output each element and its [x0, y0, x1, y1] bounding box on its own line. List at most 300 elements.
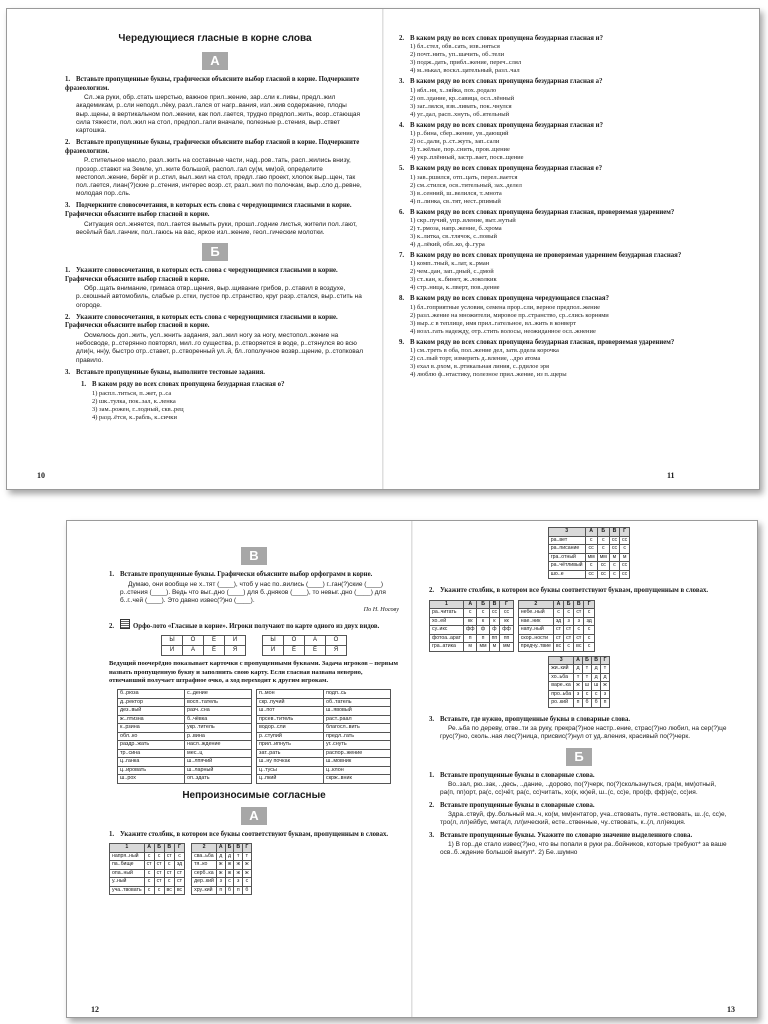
table-cell: ж [243, 869, 251, 878]
task-instruction [65, 267, 365, 284]
level-b-marker: Б [202, 243, 228, 261]
table-row [110, 886, 185, 895]
grid-cell: Ы [162, 636, 183, 646]
page-12 [109, 521, 399, 1017]
answer-table-2 [518, 600, 595, 652]
answer-option: 4) разд..ётся, к..рабль, к..сички [92, 413, 177, 421]
table-cell: ст [144, 861, 154, 870]
table-cell: сва..ьба [192, 852, 217, 861]
table-cell: к [477, 617, 489, 626]
question-stem: В каком ряду во всех словах пропущена безударная гласная и? [410, 35, 603, 42]
table-header-cell: 2 [518, 600, 553, 609]
table-cell: з [564, 617, 574, 626]
task-text: Укажите словосочетания, в которых есть слова с чередующимися гласными в корне. Графически объясните выбор гласной в корне. [65, 313, 338, 330]
grid-cell: Е [204, 636, 225, 646]
table-cell: сс [609, 545, 619, 554]
table-row [192, 861, 251, 870]
answer-table-1 [429, 600, 514, 652]
table-cell: д [592, 665, 601, 674]
table-row [548, 536, 629, 545]
question-number: 9. [399, 338, 405, 346]
grid-cell: О [284, 636, 305, 646]
table-row [518, 626, 594, 635]
table-row [257, 741, 391, 750]
grid-cell: оп..здать [185, 775, 252, 784]
grid-cell: предл..гать [324, 732, 391, 741]
task-number: 1. [429, 771, 435, 779]
task-text: Вставьте пропущенные буквы, графически объясните выбор гласной в корне. Подчеркните фразеологизм. [65, 76, 360, 92]
table-header-cell: В [234, 844, 243, 853]
table-cell: ж [234, 861, 243, 870]
grid-cell: подп..сь [324, 690, 391, 699]
table-cell: предчу..твие [518, 643, 553, 652]
test-question [399, 165, 699, 205]
question-number: 2. [399, 35, 405, 42]
table-cell: д [592, 673, 601, 682]
grid-cell: ш..ну почкак [257, 758, 324, 767]
table-row [518, 643, 594, 652]
table-cell: опа..ный [110, 869, 145, 878]
table-row [430, 617, 514, 626]
table-cell: с [585, 536, 597, 545]
table-row [192, 852, 251, 861]
table-cell: мм [477, 643, 489, 652]
answer-option: 2) шк..тулка, пок..зал, к..ленка [92, 397, 176, 405]
answer-option: 4) уг..дал, расп..хнуть, об..ятельный [410, 110, 510, 118]
table-header-row [549, 656, 609, 665]
grid-cell: ж..лтизна [118, 715, 185, 724]
table-cell: сс [597, 562, 609, 571]
grid-cell: ц..ганка [118, 758, 185, 767]
task-1: 1. Укажите столбик, в котором все буквы соответствуют буквам, пропущенным в словах. [109, 830, 389, 838]
task-instruction [65, 202, 365, 219]
table-header-cell: А [463, 600, 477, 609]
table-row [118, 732, 252, 741]
table-cell: ж [574, 682, 583, 691]
answer-options [399, 130, 699, 162]
table-cell: тя..ко [192, 861, 217, 870]
table-cell: ст [564, 634, 574, 643]
answer-option: 4) п..линка, св..тят, нест..рпимый [410, 197, 501, 205]
task-text: Укажите словосочетания, в которых есть слова с чередующимися гласными в корне. Графически объясните выбор гласной в корне. [65, 267, 338, 283]
table-cell: с [582, 690, 591, 699]
task-number: 3. [65, 202, 71, 210]
table-cell: сс [585, 570, 597, 579]
table-cell: небе..ный [518, 609, 553, 618]
grid-cell: Ё [204, 646, 225, 656]
page-gutter [411, 521, 413, 1017]
table-cell: з [574, 617, 584, 626]
task-number: 2. [429, 801, 435, 809]
table-row [118, 724, 252, 733]
question-stem: В каком ряду во всех словах пропущена безударная гласная е? [410, 165, 603, 173]
table-cell: т [243, 852, 251, 861]
table-cell: ж [216, 869, 225, 878]
table-cell: с [620, 545, 630, 554]
table-cell: сс [609, 536, 619, 545]
table-cell: м [620, 553, 630, 562]
task-paragraph: 1) В гор..де стало извес(?)но, что вы попали в руки ра..бойников, которые требуют* за ваше осв..б..ждение большой выкуп*. 2) Бе..шумно [440, 841, 727, 857]
table-cell: напря..ный [110, 852, 145, 861]
table-cell: вс [574, 643, 584, 652]
table-row [192, 878, 251, 887]
answer-option: 4) м..нькал, воскл..цательный, разл..чал [410, 67, 520, 75]
grid-cell: водор..сли [257, 724, 324, 733]
answer-option: 3) ехал в..рхом, в..ртикальная линия, с..рдилое эря [410, 363, 549, 371]
grid-cell: укр..титель [185, 724, 252, 733]
table-cell: су..икс [430, 626, 464, 635]
grid-cell: Ы [263, 636, 284, 646]
task-text: Вставьте пропущенные буквы в словарные слова. [440, 801, 595, 809]
level-a-marker: А [241, 807, 267, 825]
table-cell: п [234, 886, 243, 895]
table-cell: кк [463, 617, 477, 626]
task-3 [429, 832, 729, 858]
table-cell: ж [225, 869, 234, 878]
table-row [257, 775, 391, 784]
table-header-cell: Г [500, 600, 514, 609]
answer-option: 1) комп..тный, к..лат, к..рман [410, 260, 490, 268]
task-text: Вставьте пропущенные буквы в словарные слова. [440, 771, 595, 779]
answer-table-2 [191, 843, 251, 895]
test-question [399, 252, 699, 292]
table-cell: вс [164, 886, 174, 895]
table-cell: к [489, 617, 500, 626]
table-cell: ж [234, 869, 243, 878]
table-cell: с [597, 545, 609, 554]
task-1 [65, 76, 365, 135]
table-row [192, 886, 251, 895]
table-cell: з [234, 878, 243, 887]
table-cell: ра..чётливый [548, 562, 585, 571]
grid-cell: обл..ко [118, 732, 185, 741]
question-text [399, 122, 699, 130]
table-header-cell: А [144, 844, 154, 853]
table-cell: ж [601, 682, 609, 691]
answer-table-3 [548, 527, 630, 579]
table-cell: т [234, 852, 243, 861]
answer-options [399, 174, 699, 206]
table-header-cell: А [216, 844, 225, 853]
page-number: 13 [727, 1005, 735, 1014]
grid-cell: ц..ировать [118, 766, 185, 775]
grid-cell: насл..ждение [185, 741, 252, 750]
question-stem: В каком ряду во всех словах пропущена безударная гласная, проверяемая ударением? [410, 338, 675, 346]
table-cell: с [144, 886, 154, 895]
grid-cell: ш..пот [257, 707, 324, 716]
table-cell: с [154, 886, 164, 895]
table-header-cell: 1 [430, 600, 464, 609]
answer-option: 3) заг..лялся, взв..ливать, пок..чнулся [410, 102, 512, 110]
answer-option: 1) зав..ршился, отп..цать, перел..вается [410, 173, 518, 181]
task-paragraph: Во..зал, рю..зак, ..десь, ..дание, ..дорово, по(?)черк, по(?)скользнуться, гра(м, мм)отный, ра(п, пп)орт, ра(с, сс)чёт, ра(с, сс)читать, хо(к, кк)ей, ш..(с, сс)е, про(ф, фф)е(с, сс)ия. [440, 781, 717, 797]
answer-option: 3) подж..дать, прибл..жение, переч..слял [410, 59, 522, 67]
task-text: Подчеркните словосочетания, в которых есть слова с чередующимися гласными в корне. Графически объясните выбор гласной в корне. [65, 202, 352, 218]
question-number: 5. [399, 165, 405, 173]
grid-cell: Я [225, 646, 246, 656]
table-cell: т [574, 673, 583, 682]
table-row [548, 545, 629, 554]
table-cell: з [601, 690, 609, 699]
test-question [399, 78, 699, 118]
grid-cell: мес..ц [185, 749, 252, 758]
table-cell: гра..атика [430, 643, 464, 652]
grid-cell: уг..снуть [324, 741, 391, 750]
table-cell: ф [489, 626, 500, 635]
table-row [110, 878, 185, 887]
table-row [110, 869, 185, 878]
table-cell: з [216, 878, 225, 887]
table-cell: ст [553, 634, 563, 643]
table-header-cell: Б [477, 600, 489, 609]
task-body [65, 285, 365, 310]
table-header-cell: В [164, 844, 174, 853]
table-cell: с [564, 643, 574, 652]
book-icon [120, 619, 130, 629]
table-cell: скор..ности [518, 634, 553, 643]
grid-cell: ц..тусы [257, 766, 324, 775]
table-row [118, 758, 252, 767]
table-cell: ш [582, 682, 591, 691]
answer-option: 2) почт..нить, уп..шачить, об..тели [410, 51, 505, 59]
table-cell: т [601, 665, 609, 674]
page-10 [65, 9, 365, 489]
answer-option: 1) ябл..ня, х..зяйка, пох..родало [410, 86, 497, 94]
table-cell: ст [574, 609, 584, 618]
grid-cell: б..чёвка [185, 715, 252, 724]
table-cell: кк [500, 617, 514, 626]
task-body [65, 332, 365, 365]
grid-cell: с..дение [185, 690, 252, 699]
table-cell: ст [154, 861, 164, 870]
table-cell: д [216, 852, 225, 861]
table-cell: с [609, 562, 619, 571]
table-row [118, 690, 252, 699]
task-number: 3. [429, 831, 435, 839]
answer-option: 2) оп..здание, кр..савица, осл..лённый [410, 94, 515, 102]
table-cell: ст [174, 878, 184, 887]
answer-options [399, 87, 699, 119]
task-1 [65, 267, 365, 310]
table-cell: ш [592, 682, 601, 691]
page-number: 10 [37, 471, 45, 480]
task-body [429, 811, 729, 827]
question-text [399, 252, 699, 260]
grid-cell: Ё [305, 646, 326, 656]
grid-cell: скрж..вник [324, 775, 391, 784]
answer-option: 3) к..литка, св..тлячок, с..повый [410, 233, 498, 241]
grid-cell: Я [326, 646, 347, 656]
question-stem: В каком ряду во всех словах пропущена не проверяемая ударением безударная гласная? [410, 252, 682, 260]
table-cell: м [489, 643, 500, 652]
answer-table-1 [109, 843, 185, 895]
table-cell: б [582, 699, 591, 708]
question-text [399, 209, 699, 217]
task-paragraph: Р..стительное масло, разл..жить на составные части, над..ров..тать, расп..жились внизу, прозор..ставют на Земле, ул..жите большой, распол..гал су(м, мм)ой, определите местопол..жение, берёг и р..стил, выл..жил на стол, предл..гаю проект, хлопок выр..щен, так пол..гается, лиан(?)ские р..стения, интерес возр..ст, разл..жил по полочкам, выр..сло д..ревне, молодая пор..сль. [76, 157, 362, 198]
table-cell: нае..ник [518, 617, 553, 626]
answer-option: 2) сл..пый торт, измерить д..вление, ..дро атома [410, 355, 541, 363]
grid-cell: прсев..титель [257, 715, 324, 724]
task-number: 2. [65, 313, 71, 321]
grid-cell: раст..раал [324, 715, 391, 724]
table-header-cell: Б [225, 844, 234, 853]
task-2: 2. Укажите столбик, в котором все буквы соответствуют буквам, пропущенным в словах. [429, 587, 709, 594]
task-paragraph: Ситуация осл..жняется, пол..гается вымыть руки, прошл..годние листья, жители пол..гают, весёлый бал..ганчик, пол..гаюсь на вас, яркое изл..жение, геол..гические молотки. [76, 220, 357, 236]
grid-cell: б..рюза [118, 690, 185, 699]
table-cell: с [584, 609, 594, 618]
table-cell: с [463, 609, 477, 618]
grid-cell: ш..мовник [324, 758, 391, 767]
answer-table-3 [548, 656, 609, 708]
table-row [518, 609, 594, 618]
task-instruction [65, 369, 365, 378]
table-cell: с [574, 626, 584, 635]
task-body [429, 781, 729, 797]
table-cell: па..бище [110, 861, 145, 870]
table-row [118, 715, 252, 724]
table-cell: сс [620, 570, 630, 579]
table-cell: вс [553, 643, 563, 652]
question-number: 6. [399, 208, 405, 216]
table-cell: ст [574, 634, 584, 643]
grid-cell: ш..лпячий [185, 758, 252, 767]
task-3: 3. Вставьте, где нужно, пропущенные буквы в словарные слова. Ре..ьба по дереву, отве..ти за руку, прекра(?)ное настр..ение, страс(?)но любил, на сер(?)це грус(?)но, сколь..ная лес(?)ница, присвис(?)нул от уд..вления, красивый по(?)черк. [429, 715, 727, 741]
answer-option: 4) стр..ница, к..пверт, пов..дение [410, 284, 500, 292]
table-header-cell: Г [620, 528, 630, 537]
page-13 [429, 521, 729, 1017]
task-text: Вставьте пропущенные буквы, графически объясните выбор гласной в корне. Подчеркните фразеологизм. [65, 139, 360, 155]
table-row [257, 749, 391, 758]
word-cards-left [117, 689, 252, 784]
question-stem: В каком ряду во всех словах пропущена безударная гласная, проверяемая ударением? [410, 208, 675, 216]
table-cell: с [225, 878, 234, 887]
answer-option: 2) т..рмоза, напр..жение, б..хрома [410, 225, 502, 233]
table-cell: с [585, 562, 597, 571]
task-2: 2. Орфо-лото «Гласные в корне». Игроки получают по карте одного из двух видов. Ы О Е И И А Ё Я Ы О А О И Ё Ё Я Ведущий поочерёдно показывает карточки с пропущенными буквами. Задача игроков – первым назвать пропущенную букву и заполнить свою карту. Если гласная названа неверно, отвечавший получает штрафное очко, а ход переходит к другим игрокам. [109, 619, 399, 685]
question-number: 4. [399, 121, 405, 129]
task-paragraph: Здра..ствуй, фу..больный ма..ч, ко(м, мм)ентатор, уча..ствовать, путе..ествовать, ш..(с, сс)е, тро(л, лл)ейбус, мета(л, лл)ический, есте..ственные, чу..ствовать, к..(л, лл)екция. [440, 811, 727, 827]
table-cell: б [243, 886, 251, 895]
question-number: 7. [399, 252, 405, 260]
table-cell: с [164, 878, 174, 887]
table-header-row [518, 600, 594, 609]
table-header-cell: А [574, 656, 583, 665]
answer-option: 3) т..жёлые, пор..снить, пров..щение [410, 146, 510, 154]
answer-option: 4) д..лёкий, обл..ко, ф..гура [410, 241, 485, 249]
answer-option: 1) р..бина, сбер..жение, ув..дающий [410, 130, 509, 138]
table-cell: м [609, 553, 619, 562]
answer-options [399, 43, 699, 75]
answer-option: 3) зам..рожен, г..лодный, скв..рец [92, 405, 184, 413]
table-cell: зд [584, 617, 594, 626]
task-body [429, 841, 729, 857]
table-cell: зд [553, 617, 563, 626]
grid-cell: скр..пучий [257, 698, 324, 707]
grid-cell: распор..жение [324, 749, 391, 758]
table-cell: сс [620, 536, 630, 545]
table-row [263, 646, 347, 656]
author-credit: По Н. Носову [363, 606, 399, 614]
table-cell: т [582, 665, 591, 674]
grid-cell: ш..рох [118, 775, 185, 784]
grid-cell: р..ступий [257, 732, 324, 741]
table-row [549, 673, 609, 682]
page-number: 12 [91, 1005, 99, 1014]
answer-option: 1) бл..стел, обв..сать, изв..няться [410, 43, 500, 51]
table-cell: д [601, 673, 609, 682]
table-header-cell: 2 [192, 844, 217, 853]
table-row [263, 636, 347, 646]
grid-cell: р..вина [185, 732, 252, 741]
table-cell: ро..кий [549, 699, 574, 708]
grid-cell: ш..ларный [185, 766, 252, 775]
grid-cell: ц..пкий [257, 775, 324, 784]
task-1: 1. Вставьте пропущенные буквы. Графически объясните выбор орфограмм в корне. Думаю, они вообще не х..тят (____), чтоб у нас по..вились (____) г..ган(?)ские (____) р..стения (____). Ведь что выг..дно (____) для б..дняков (____), то невыг..дно (____) для б..г..чей (____). Это давно извес(?)но (____). По Н. Носову [109, 571, 399, 614]
grid-cell: об..татель [324, 698, 391, 707]
table-cell: про..ьба [549, 690, 574, 699]
table-header-cell: Г [243, 844, 251, 853]
question-number: 8. [399, 295, 405, 303]
table-header-cell: 3 [549, 656, 574, 665]
grid-cell: прил..ипнуть [257, 741, 324, 750]
task-instruction [429, 832, 729, 841]
table-cell: п [216, 886, 225, 895]
task-1 [429, 772, 729, 798]
table-header-cell: Б [564, 600, 574, 609]
table-cell: с [144, 869, 154, 878]
table-row [257, 690, 391, 699]
question-text [399, 78, 699, 86]
table-row [257, 724, 391, 733]
table-row [549, 682, 609, 691]
answer-option: 4) люблю ф..нтастику, полезное прил..жение, из п..щеры [410, 371, 567, 379]
table-header-cell: А [585, 528, 597, 537]
table-row [548, 570, 629, 579]
grid-cell: к..рзина [118, 724, 185, 733]
table-cell: д [574, 665, 583, 674]
task-instruction [65, 314, 365, 331]
table-row [257, 758, 391, 767]
answer-option: 1) скр..пучий, упр..вление, выт..нутый [410, 217, 516, 225]
task-text: Вставьте пропущенные буквы. Укажите по словарю значение выделенного слова. [440, 831, 693, 839]
table-row [162, 646, 246, 656]
table-header-row [548, 528, 629, 537]
table-cell: пп [489, 634, 500, 643]
test-question [399, 339, 699, 379]
task-2 [65, 314, 365, 365]
lotto-card-2 [262, 635, 347, 656]
table-cell: ст [564, 626, 574, 635]
table-cell: с [609, 570, 619, 579]
task-body [65, 221, 365, 237]
grid-cell: И [225, 636, 246, 646]
table-row [430, 609, 514, 618]
grid-cell: О [183, 636, 204, 646]
table-cell: с [243, 878, 251, 887]
task-3 [65, 369, 365, 378]
grid-cell: О [326, 636, 347, 646]
answer-option: 3) ст..кан, к..бинет, ж..локолкик [410, 276, 497, 284]
table-cell: хо..ьба [549, 673, 574, 682]
task-number: 3. [65, 368, 71, 376]
table-cell: д [225, 852, 234, 861]
table-row [162, 636, 246, 646]
answer-options [399, 260, 699, 292]
table-cell: шо..е [548, 570, 585, 579]
table-cell: дер..кий [192, 878, 217, 887]
task-3 [65, 202, 365, 237]
test-question [399, 209, 699, 249]
